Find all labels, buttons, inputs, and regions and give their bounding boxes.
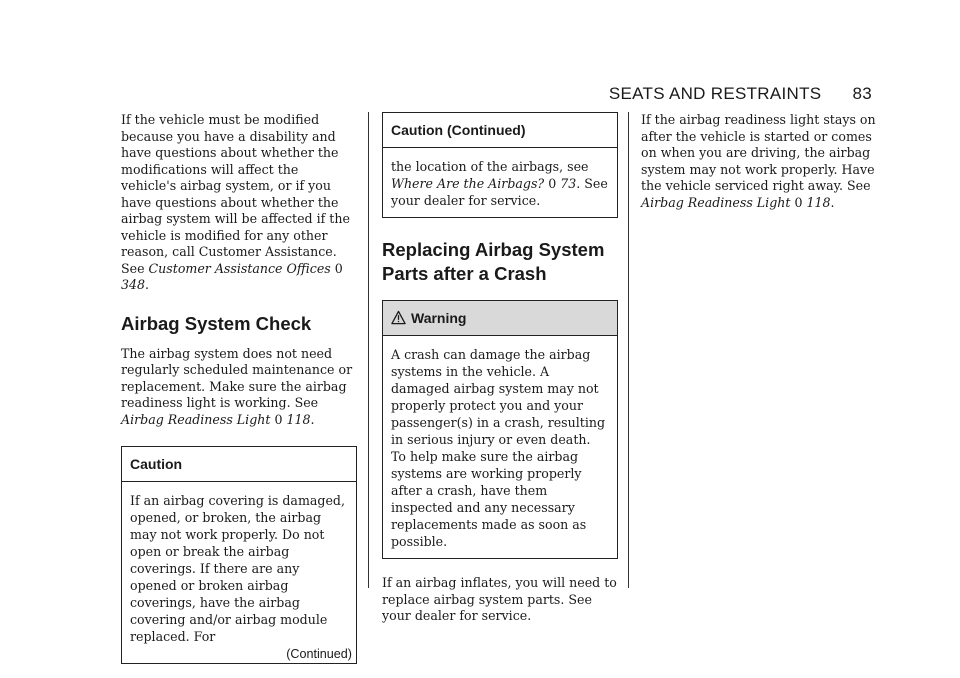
section-title: SEATS AND RESTRAINTS — [608, 84, 822, 103]
caution-continued-title: Caution (Continued) — [383, 113, 617, 148]
caution-continued-text: the location of the airbags, see Where Are the Airbags? 0 73. See your dealer for service. — [391, 159, 608, 208]
column-3 — [641, 112, 877, 211]
caution-box — [121, 446, 357, 664]
page-ref-icon: 0 — [274, 411, 283, 427]
column-divider-left — [368, 112, 369, 588]
column-divider-right — [628, 112, 629, 588]
readiness-light-page[interactable]: 118 — [286, 411, 311, 427]
warning-header — [383, 301, 617, 336]
caution-title: Caution — [122, 447, 356, 482]
inflation-paragraph: If an airbag inflates, you will need to replace airbag system parts. See your dealer for service. — [382, 575, 617, 623]
warning-box — [382, 300, 618, 559]
page-ref-icon: 0 — [548, 176, 557, 191]
continued-label: (Continued) — [286, 647, 352, 661]
system-check-paragraph: The airbag system does not need regularly scheduled maintenance or replacement. Make sure the airbag readiness light is working. See Airbag Readiness Light 0 118. — [121, 345, 353, 427]
replacing-parts-heading: Replacing Airbag System Parts after a Crash — [382, 239, 605, 284]
caution-continued-box — [382, 112, 618, 218]
page-ref-icon: 0 — [794, 194, 803, 210]
airbag-locations-link[interactable]: Where Are the Airbags? — [391, 176, 545, 191]
page-ref-icon: 0 — [334, 260, 343, 276]
column-1 — [121, 112, 357, 664]
readiness-paragraph: If the airbag readiness light stays on after the vehicle is started or comes on when you are driving, the airbag system may not work properly. Have the vehicle serviced right away. See Airbag Readiness Light 0 118. — [641, 112, 876, 210]
warning-title: Warning — [411, 310, 467, 326]
customer-assistance-page[interactable]: 348 — [121, 277, 146, 292]
page-number: 83 — [852, 84, 872, 103]
customer-assistance-link[interactable]: Customer Assistance Offices — [148, 260, 331, 276]
warning-triangle-icon — [391, 310, 406, 325]
airbag-locations-page[interactable]: 73 — [560, 176, 577, 191]
readiness-light-page-2[interactable]: 118 — [806, 194, 831, 210]
warning-text: A crash can damage the airbag systems in the vehicle. A damaged airbag system may not properly protect you and your passenger(s) in a crash, resulting in serious injury or even death. To help make sure the airbag systems are working properly after a crash, have them inspected and any necessary replacements made as soon as possible. — [391, 347, 606, 549]
caution-text: If an airbag covering is damaged, opened, or broken, the airbag may not work properly. Do not open or break the airbag coverings. If there are any opened or broken airbag coverings, have the airbag covering and/or airbag module replaced. For — [130, 493, 345, 644]
running-header — [609, 84, 872, 104]
modification-paragraph: If the vehicle must be modified because you have a disability and have questions about whether the modifications will affect the vehicle's airbag system, or if you have questions about whether the airbag system will be affected if the vehicle is modified for any other reason, call Customer Assistance. See Customer Assistance Offices 0 348. — [121, 112, 350, 292]
readiness-light-link[interactable]: Airbag Readiness Light — [121, 411, 271, 427]
column-2 — [382, 112, 618, 625]
readiness-light-link-2[interactable]: Airbag Readiness Light — [641, 194, 791, 210]
airbag-system-check-heading: Airbag System Check — [121, 312, 312, 334]
